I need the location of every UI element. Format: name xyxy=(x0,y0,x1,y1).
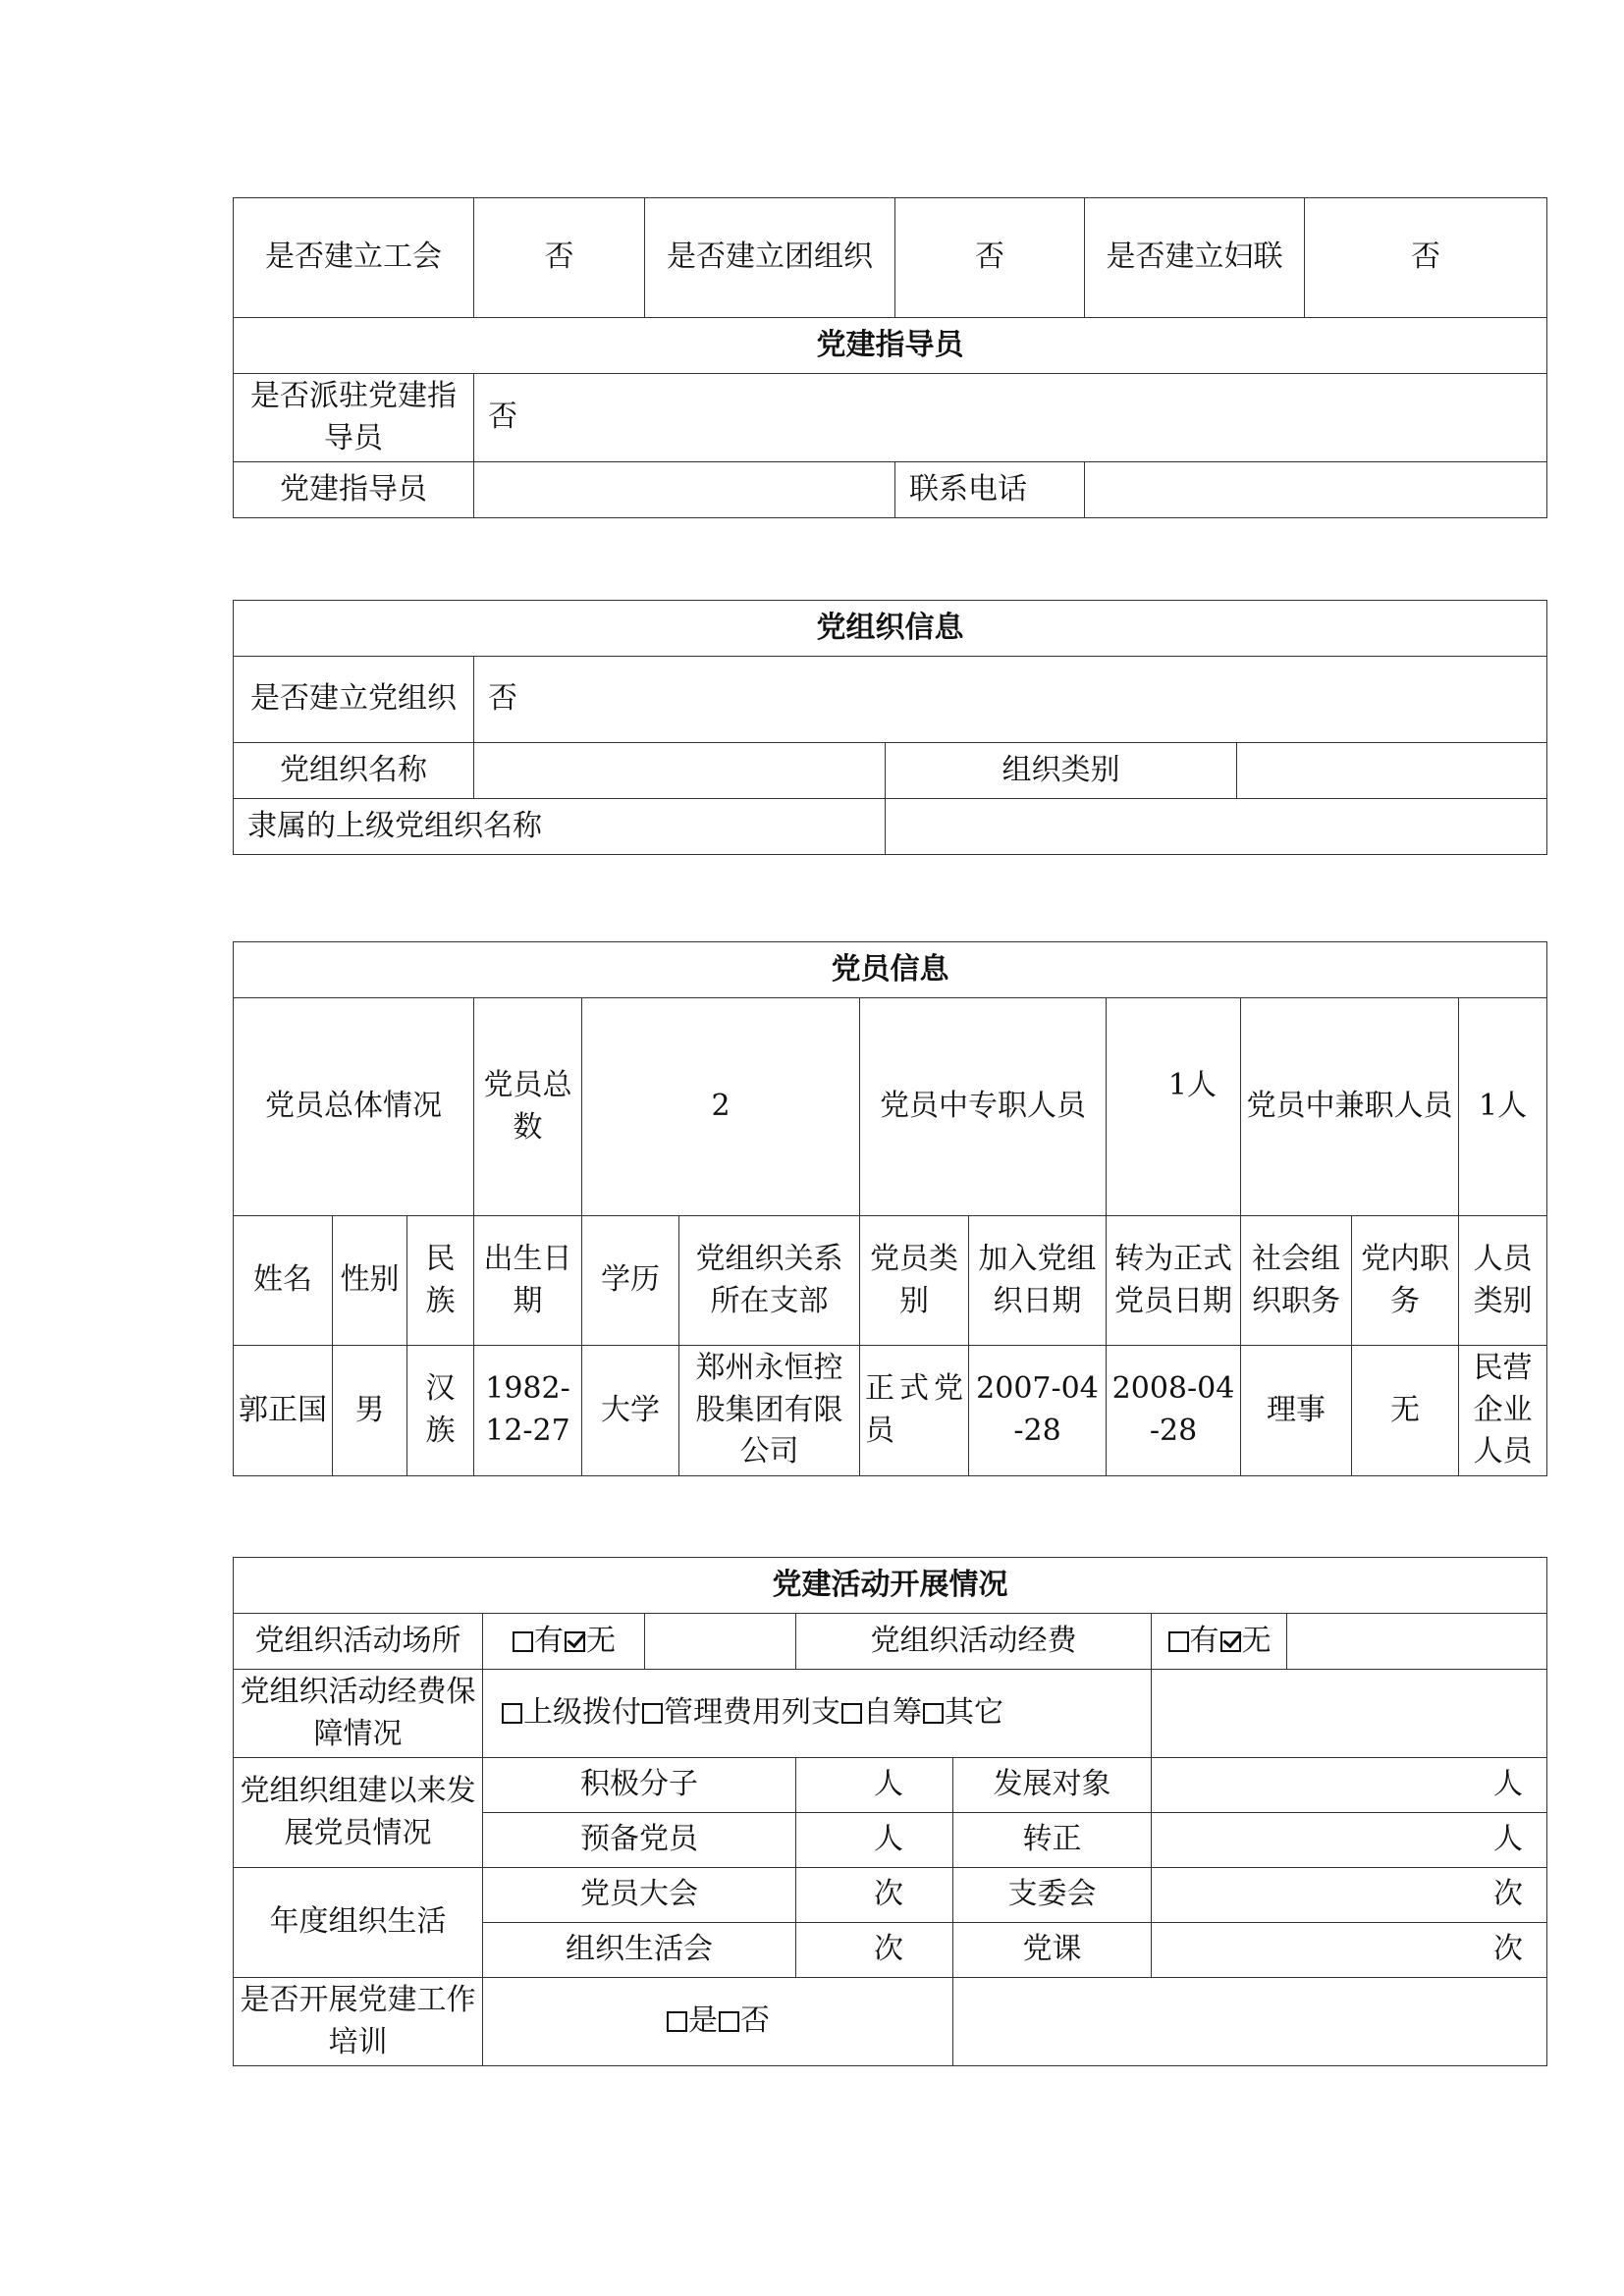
col-header-education: 学历 xyxy=(582,1216,679,1346)
org-name-value xyxy=(474,743,886,799)
cell-full-member-date: 2008-04-28 xyxy=(1107,1346,1241,1476)
cell-party-post: 无 xyxy=(1352,1346,1459,1476)
guarantee-option: 管理费用列支 xyxy=(664,1695,840,1731)
checkbox-icon[interactable] xyxy=(1168,1631,1189,1652)
instructor-value xyxy=(474,462,895,518)
converted-unit: 人 xyxy=(1152,1813,1547,1868)
overall-label: 党员总体情况 xyxy=(234,998,474,1216)
col-header-full-member-date: 转为正式党员日期 xyxy=(1107,1216,1241,1346)
checkbox-icon[interactable] xyxy=(565,1631,585,1652)
probationary-unit: 人 xyxy=(796,1813,953,1868)
cell-education: 大学 xyxy=(582,1346,679,1476)
converted-label: 转正 xyxy=(953,1813,1152,1868)
instructor-label: 党建指导员 xyxy=(234,462,474,518)
established-label: 是否建立党组织 xyxy=(234,657,474,743)
party-org-table xyxy=(233,600,1547,855)
cell-join-date: 2007-04-28 xyxy=(969,1346,1107,1476)
col-header-ethnicity: 民族 xyxy=(407,1216,474,1346)
women-fed-value: 否 xyxy=(1305,198,1547,318)
dispatch-value: 否 xyxy=(474,374,1547,462)
life-meeting-label: 组织生活会 xyxy=(483,1923,796,1978)
funding-option-yes: 有 xyxy=(1189,1623,1219,1658)
checkbox-icon[interactable] xyxy=(923,1703,944,1724)
party-org-section-title: 党组织信息 xyxy=(234,601,1547,657)
parent-org-label: 隶属的上级党组织名称 xyxy=(234,799,886,855)
activists-label: 积极分子 xyxy=(483,1758,796,1813)
col-header-personnel-type: 人员类别 xyxy=(1459,1216,1547,1346)
org-type-value xyxy=(1237,743,1547,799)
cell-personnel-type: 民营企业人员 xyxy=(1459,1346,1547,1476)
activists-unit: 人 xyxy=(796,1758,953,1813)
col-header-name: 姓名 xyxy=(234,1216,333,1346)
training-options xyxy=(483,1978,953,2066)
venue-options xyxy=(483,1614,645,1670)
fulltime-value: 1人 xyxy=(1107,998,1241,1216)
training-label: 是否开展党建工作培训 xyxy=(234,1978,483,2066)
col-header-join-date: 加入党组织日期 xyxy=(969,1216,1107,1346)
cell-ethnicity: 汉族 xyxy=(407,1346,474,1476)
lesson-label: 党课 xyxy=(953,1923,1152,1978)
venue-extra xyxy=(645,1614,796,1670)
col-header-member-type: 党员类别 xyxy=(860,1216,969,1346)
committee-unit: 次 xyxy=(1152,1868,1547,1923)
col-header-branch: 党组织关系所在支部 xyxy=(679,1216,860,1346)
phone-label: 联系电话 xyxy=(895,462,1085,518)
col-header-party-post: 党内职务 xyxy=(1352,1216,1459,1346)
cell-birthdate: 1982-12-27 xyxy=(474,1346,582,1476)
checkbox-icon[interactable] xyxy=(642,1703,663,1724)
funding-option-no: 无 xyxy=(1241,1623,1272,1658)
parttime-label: 党员中兼职人员 xyxy=(1241,998,1459,1216)
established-value: 否 xyxy=(474,657,1547,743)
col-header-birthdate: 出生日期 xyxy=(474,1216,582,1346)
instructor-section-title: 党建指导员 xyxy=(234,318,1547,374)
checkbox-icon[interactable] xyxy=(502,1703,522,1724)
col-header-social-post: 社会组织职务 xyxy=(1241,1216,1352,1346)
training-extra xyxy=(953,1978,1547,2066)
training-option-no: 否 xyxy=(740,2003,770,2039)
guarantee-options xyxy=(483,1670,1152,1758)
life-meeting-unit: 次 xyxy=(796,1923,953,1978)
cell-member-type: 正式党员 xyxy=(860,1346,969,1476)
org-type-label: 组织类别 xyxy=(886,743,1237,799)
league-value: 否 xyxy=(895,198,1085,318)
targets-label: 发展对象 xyxy=(953,1758,1152,1813)
women-fed-label: 是否建立妇联 xyxy=(1085,198,1305,318)
funding-label: 党组织活动经费 xyxy=(796,1614,1152,1670)
member-header-row xyxy=(234,1216,1547,1346)
org-name-label: 党组织名称 xyxy=(234,743,474,799)
parttime-value: 1人 xyxy=(1459,998,1547,1216)
col-header-gender: 性别 xyxy=(333,1216,407,1346)
annual-label: 年度组织生活 xyxy=(234,1868,483,1978)
fulltime-label: 党员中专职人员 xyxy=(860,998,1107,1216)
checkbox-icon[interactable] xyxy=(667,2011,687,2032)
guarantee-option: 其它 xyxy=(945,1695,1003,1731)
cell-social-post: 理事 xyxy=(1241,1346,1352,1476)
training-option-yes: 是 xyxy=(688,2003,718,2039)
activity-table xyxy=(233,1557,1547,2066)
guarantee-extra xyxy=(1152,1670,1547,1758)
venue-option-no: 无 xyxy=(586,1623,616,1658)
committee-label: 支委会 xyxy=(953,1868,1152,1923)
checkbox-icon[interactable] xyxy=(513,1631,533,1652)
cell-branch: 郑州永恒控股集团有限公司 xyxy=(679,1346,860,1476)
funding-options xyxy=(1152,1614,1287,1670)
guarantee-label: 党组织活动经费保障情况 xyxy=(234,1670,483,1758)
guarantee-option: 上级拨付 xyxy=(523,1695,641,1731)
activity-section-title: 党建活动开展情况 xyxy=(234,1558,1547,1614)
league-label: 是否建立团组织 xyxy=(645,198,895,318)
mass-org-table xyxy=(233,197,1547,518)
lesson-unit: 次 xyxy=(1152,1923,1547,1978)
union-label: 是否建立工会 xyxy=(234,198,474,318)
targets-unit: 人 xyxy=(1152,1758,1547,1813)
assembly-label: 党员大会 xyxy=(483,1868,796,1923)
total-label: 党员总数 xyxy=(474,998,582,1216)
guarantee-option: 自筹 xyxy=(863,1695,922,1731)
cell-name: 郭正国 xyxy=(234,1346,333,1476)
assembly-unit: 次 xyxy=(796,1868,953,1923)
phone-value xyxy=(1085,462,1547,518)
cell-gender: 男 xyxy=(333,1346,407,1476)
venue-option-yes: 有 xyxy=(534,1623,564,1658)
parent-org-value xyxy=(886,799,1547,855)
develop-label: 党组织组建以来发展党员情况 xyxy=(234,1758,483,1868)
funding-extra xyxy=(1287,1614,1547,1670)
total-value: 2 xyxy=(582,998,860,1216)
checkbox-icon[interactable] xyxy=(841,1703,862,1724)
probationary-label: 预备党员 xyxy=(483,1813,796,1868)
member-info-table xyxy=(233,941,1547,1476)
checkbox-icon[interactable] xyxy=(1220,1631,1241,1652)
dispatch-label: 是否派驻党建指导员 xyxy=(234,374,474,462)
member-section-title: 党员信息 xyxy=(234,942,1547,998)
venue-label: 党组织活动场所 xyxy=(234,1614,483,1670)
checkbox-icon[interactable] xyxy=(719,2011,739,2032)
table-row xyxy=(234,1346,1547,1476)
union-value: 否 xyxy=(474,198,645,318)
